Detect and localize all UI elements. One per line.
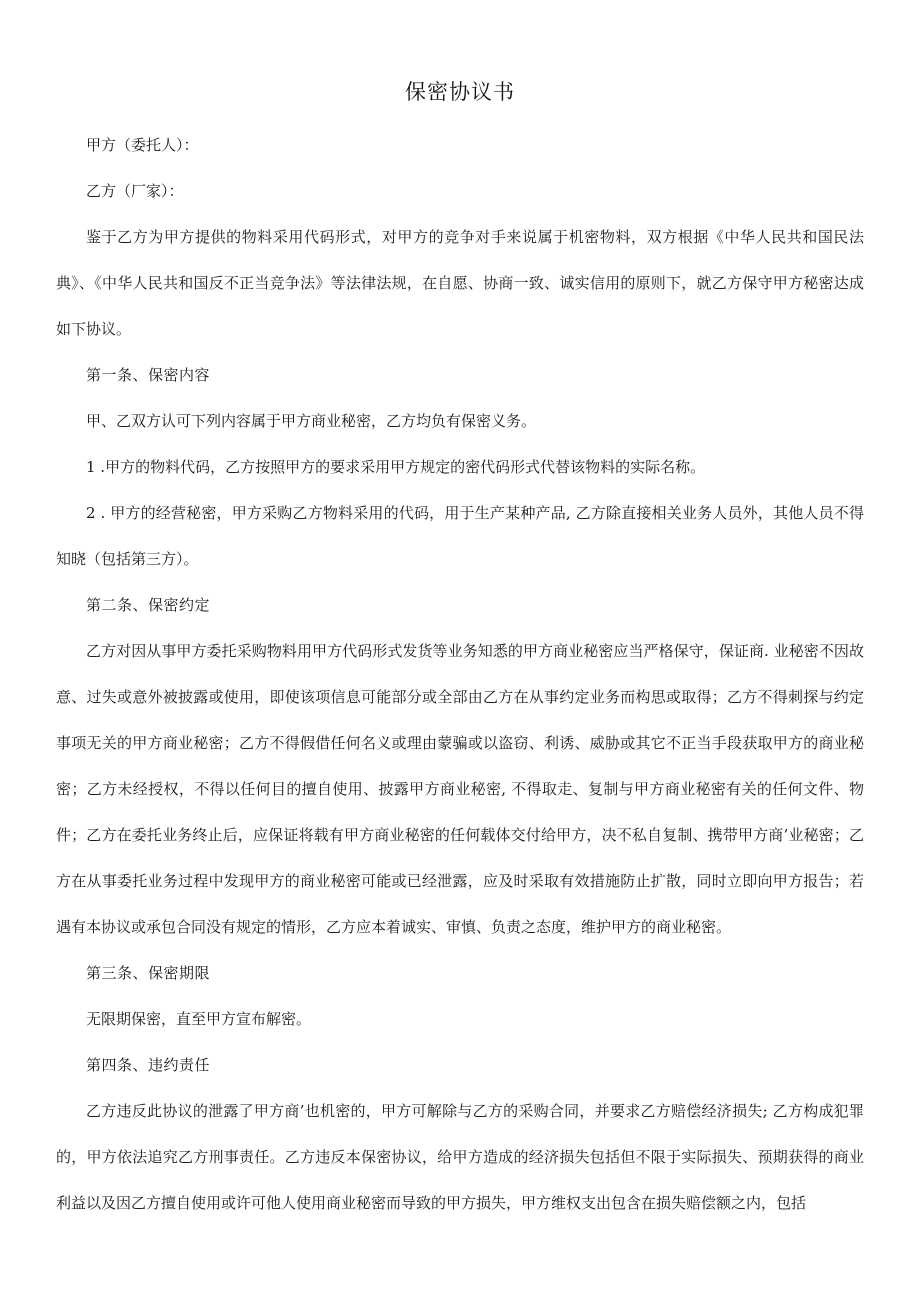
document-title: 保密协议书 xyxy=(405,80,515,104)
article-3-heading: 第三条、保密期限 xyxy=(86,964,211,982)
article-1-intro: 甲、乙双方认可下列内容属于甲方商业秘密，乙方均负有保密义务。 xyxy=(86,412,537,430)
document-page xyxy=(56,72,864,1226)
article-1-heading: 第一条、保密内容 xyxy=(86,366,211,384)
article-4-body: 乙方违反此协议的泄露了甲方商’也机密的，甲方可解除与乙方的采购合同，并要求乙方赔偿经济损失; 乙方构成犯罪的，甲方依法追究乙方刑事责任。乙方违反本保密协议，给甲方造成的经济损失包括但不限于实际损失、预期获得的商业利益以及因乙方擅自使用或许可他人使用商业秘密而导致的甲方损失，甲方维权支出包含在损失赔偿额之内，包括 xyxy=(56,1102,864,1212)
article-4-heading: 第四条、违约责任 xyxy=(86,1056,211,1074)
preamble-paragraph: 鉴于乙方为甲方提供的物料采用代码形式，对甲方的竞争对手来说属于机密物料，双方根据《中华人民共和国民法典》、《中华人民共和国反不正当竞争法》等法律法规，在自愿、协商一致、诚实信用的原则下，就乙方保守甲方秘密达成如下协议。 xyxy=(56,228,864,338)
party-b-line: 乙方（厂家）： xyxy=(86,182,184,200)
article-1-item-1: 1 .甲方的物料代码，乙方按照甲方的要求采用甲方规定的密代码形式代替该物料的实际名称。 xyxy=(86,458,706,476)
article-3-body: 无限期保密，直至甲方宣布解密。 xyxy=(86,1010,312,1028)
article-2-heading: 第二条、保密约定 xyxy=(86,596,211,614)
party-a-line: 甲方（委托人）： xyxy=(86,136,199,154)
article-1-item-2: 2 . 甲方的经营秘密，甲方采购乙方物料采用的代码，用于生产某种产品, 乙方除直接相关业务人员外，其他人员不得知晓（包括第三方）。 xyxy=(56,504,864,568)
article-2-body: 乙方对因从事甲方委托采购物料用甲方代码形式发货等业务知悉的甲方商业秘密应当严格保守，保证商. 业秘密不因故意、过失或意外被披露或使用，即使该项信息可能部分或全部由乙方在从事约定业务而构思或取得；乙方不得刺探与约定事项无关的甲方商业秘密；乙方不得假借任何名义或理由蒙骗或以盗窃、利诱、威胁或其它不正当手段获取甲方的商业秘密；乙方未经授权，不得以任何目的擅自使用、披露甲方商业秘密, 不得取走、复制与甲方商业秘密有关的任何文件、物件；乙方在委托业务终止后，应保证将载有甲方商业秘密的任何载体交付给甲方，决不私自复制、携带甲方商’业秘密；乙方在从事委托业务过程中发现甲方的商业秘密可能或已经泄露，应及时采取有效措施防止扩散，同时立即向甲方报告；若遇有本协议或承包合同没有规定的情形，乙方应本着诚实、审慎、负责之态度，维护甲方的商业秘密。 xyxy=(56,642,864,936)
